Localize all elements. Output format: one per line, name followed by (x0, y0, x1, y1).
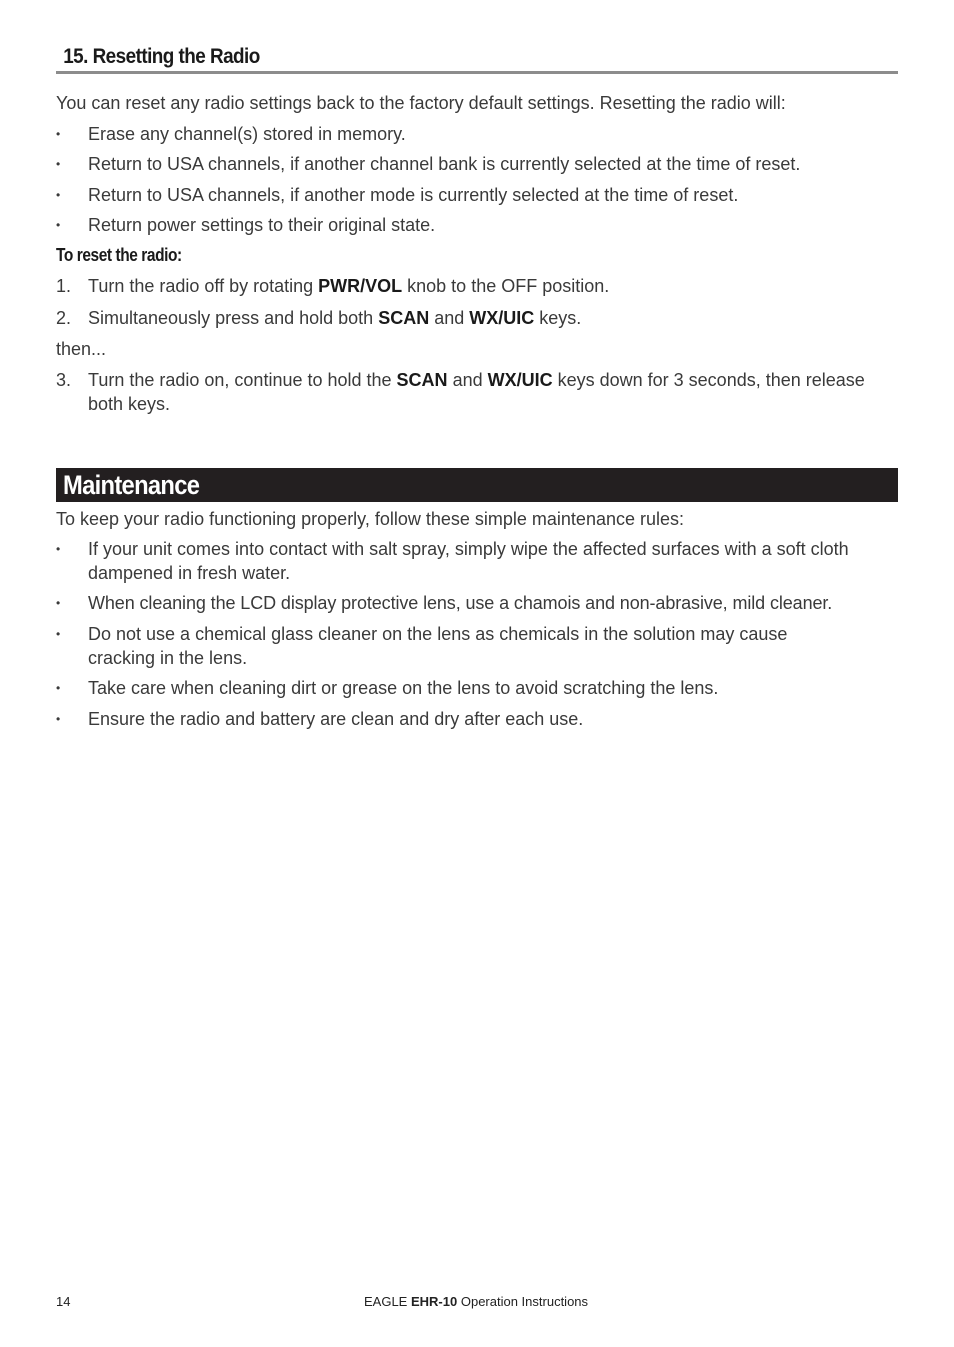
reset-bullet-text: Return to USA channels, if another mode is currently selected at the time of reset. (88, 185, 739, 205)
bullet-icon: • (56, 188, 61, 202)
bullet-icon: • (56, 596, 61, 610)
key-name: PWR/VOL (318, 276, 403, 296)
bullet-icon: • (56, 627, 61, 641)
maintenance-bullet-item (56, 537, 898, 585)
reset-step (56, 306, 898, 330)
bullet-icon: • (56, 157, 61, 171)
reset-bullet-text: Erase any channel(s) stored in memory. (88, 124, 406, 144)
bullet-icon: • (56, 712, 61, 726)
bullet-icon: • (56, 681, 61, 695)
footer-doc-title (364, 1294, 588, 1309)
maintenance-bullet-item (56, 676, 898, 700)
bullet-icon: • (56, 218, 61, 232)
maintenance-bullet-text: When cleaning the LCD display protective lens, use a chamois and non-abrasive, mild cleaner. (88, 593, 833, 613)
page-number: 14 (56, 1294, 71, 1309)
maintenance-bullet-text: Do not use a chemical glass cleaner on the lens as chemicals in the solution may cause cracking in the lens. (88, 624, 788, 668)
maintenance-heading-text: Maintenance (63, 470, 200, 500)
reset-step (56, 368, 898, 416)
reset-heading-text: 15. Resetting the Radio (63, 45, 260, 68)
step-text: Simultaneously press and hold both SCAN and WX/UIC keys. (88, 308, 582, 328)
footer-model: EHR-10 (410, 1294, 458, 1309)
key-name: WX/UIC (469, 308, 535, 328)
footer-doc-name: Operation Instructions (460, 1294, 589, 1309)
reset-intro: You can reset any radio settings back to the factory default settings. Resetting the radio will: (56, 93, 786, 113)
step-text: Turn the radio on, continue to hold the SCAN and WX/UIC keys down for 3 seconds, then release both keys. (88, 370, 865, 414)
key-name: WX/UIC (487, 370, 553, 390)
step-number: 1. (56, 276, 72, 296)
reset-subheading: To reset the radio: (56, 245, 182, 265)
reset-bullet-text: Return to USA channels, if another channel bank is currently selected at the time of reset. (88, 154, 801, 174)
maintenance-bullet-item (56, 622, 898, 670)
maintenance-bullet-item (56, 707, 898, 731)
bullet-icon: • (56, 542, 61, 556)
then-text: then... (56, 339, 107, 359)
reset-bullet-item (56, 213, 898, 237)
reset-bullet-item (56, 152, 898, 176)
bullet-icon: • (56, 127, 61, 141)
maintenance-bullet-text: Take care when cleaning dirt or grease on the lens to avoid scratching the lens. (88, 678, 719, 698)
key-name: SCAN (396, 370, 448, 390)
maintenance-intro: To keep your radio functioning properly, follow these simple maintenance rules: (56, 509, 685, 529)
reset-bullet-text: Return power settings to their original state. (88, 215, 436, 235)
key-name: SCAN (378, 308, 430, 328)
step-text: Turn the radio off by rotating PWR/VOL knob to the OFF position. (88, 276, 610, 296)
maintenance-bullet-item (56, 591, 898, 615)
reset-section-heading (56, 44, 898, 74)
step-number: 3. (56, 370, 72, 390)
reset-bullet-item (56, 183, 898, 207)
maintenance-heading-bar (56, 468, 898, 502)
reset-bullet-item (56, 122, 898, 146)
step-number: 2. (56, 308, 72, 328)
maintenance-bullet-text: If your unit comes into contact with salt spray, simply wipe the affected surfaces with a soft cloth dampened in fresh water. (88, 539, 849, 583)
footer-brand: EAGLE (364, 1294, 408, 1309)
maintenance-bullet-text: Ensure the radio and battery are clean and dry after each use. (88, 709, 584, 729)
reset-step (56, 274, 898, 298)
